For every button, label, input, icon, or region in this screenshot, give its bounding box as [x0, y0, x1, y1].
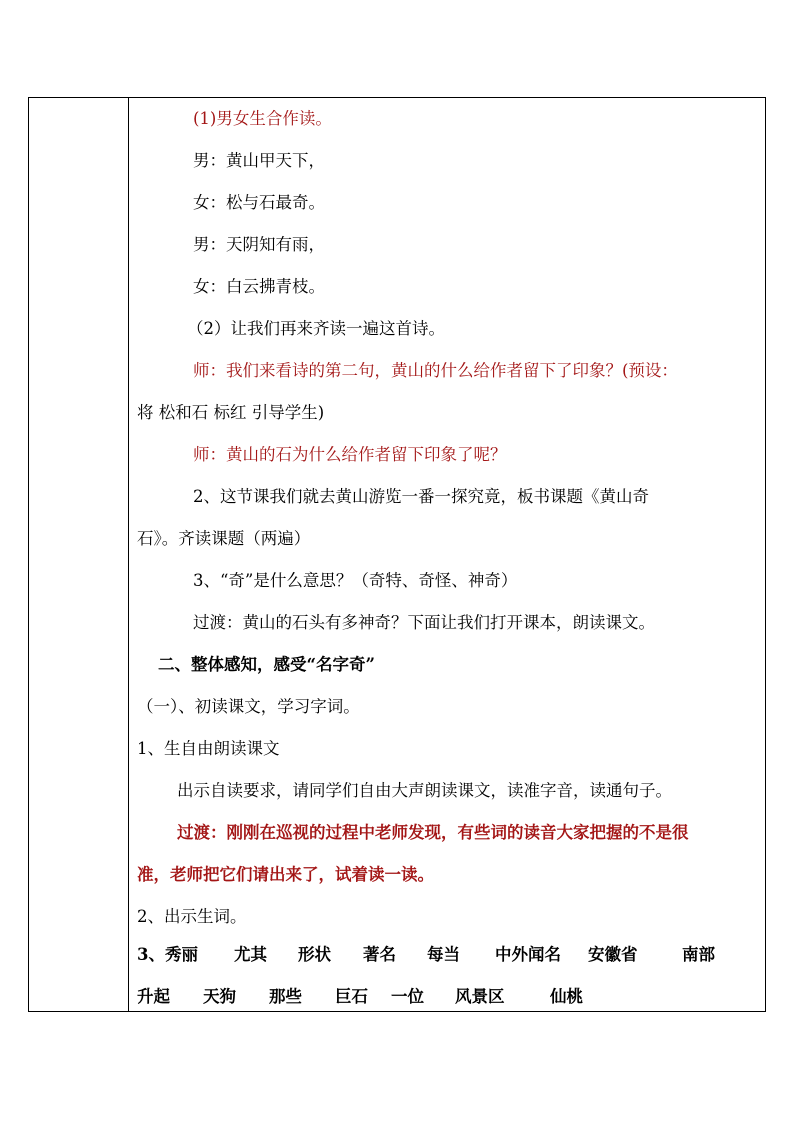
vocab-word: 巨石 [335, 987, 368, 1006]
transition-text: 过渡：黄山的石头有多神奇？下面让我们打开课本，朗读课文。 [193, 613, 655, 632]
vocab-word: 安徽省 [588, 945, 638, 964]
subsection-heading: （一）、初读课文，学习字词。 [137, 697, 360, 716]
vocab-word: 仙桃 [550, 987, 583, 1006]
step-3-text: 3、“奇”是什么意思？（奇特、奇怪、神奇） [193, 571, 518, 590]
vocab-word: 形状 [298, 945, 331, 964]
vocab-word: 著名 [363, 945, 396, 964]
vocab-word: 3、秀丽 [137, 945, 198, 964]
vocabulary-row-1 [130, 944, 760, 966]
vocab-word: 尤其 [234, 945, 267, 964]
vocab-word: 风景区 [455, 987, 505, 1006]
vocab-word: 南部 [682, 945, 715, 964]
vocab-word: 中外闻名 [495, 945, 561, 964]
table-left-column [29, 98, 129, 1011]
poem-line-1: 男：黄山甲天下， [193, 151, 325, 170]
vocab-word: 每当 [427, 945, 460, 964]
vocab-word: 那些 [269, 987, 302, 1006]
reading-step-1: (1)男女生合作读。 [193, 109, 332, 128]
vocab-word: 升起 [137, 987, 170, 1006]
lesson-content-cell [130, 98, 765, 1011]
vocab-word: 一位 [391, 987, 424, 1006]
vocabulary-row-2 [130, 986, 760, 1008]
teacher-question-2: 师：黄山的石为什么给作者留下印象了呢？ [193, 445, 507, 464]
reading-step-2: （2）让我们再来齐读一遍这首诗。 [187, 319, 445, 338]
transition-bold: 过渡：刚刚在巡视的过程中老师发现，有些词的读音大家把握的不是很 [177, 823, 689, 842]
teacher-note: 将 松和石 标红 引导学生) [137, 403, 325, 422]
reading-requirements: 出示自读要求，请同学们自由大声朗读课文，读准字音，读通句子。 [177, 781, 672, 800]
step-2-text-cont: 石》。齐读课题（两遍） [137, 529, 311, 548]
poem-line-3: 男：天阴知有雨， [193, 235, 325, 254]
lesson-table [28, 97, 766, 1012]
teacher-question-1: 师：我们来看诗的第二句，黄山的什么给作者留下了印象？(预设： [193, 361, 678, 380]
poem-line-2: 女：松与石最奇。 [193, 193, 325, 212]
transition-bold-cont: 准，老师把它们请出来了，试着读一读。 [137, 865, 434, 884]
vocab-word: 天狗 [203, 987, 236, 1006]
step-2-show-words: 2、出示生词。 [137, 907, 247, 926]
step-1-text: 1、生自由朗读课文 [137, 739, 280, 758]
poem-line-4: 女：白云拂青枝。 [193, 277, 325, 296]
step-2-text: 2、这节课我们就去黄山游览一番一探究竟，板书课题《黄山奇 [193, 487, 649, 506]
section-heading: 二、整体感知，感受“名字奇” [158, 655, 375, 674]
